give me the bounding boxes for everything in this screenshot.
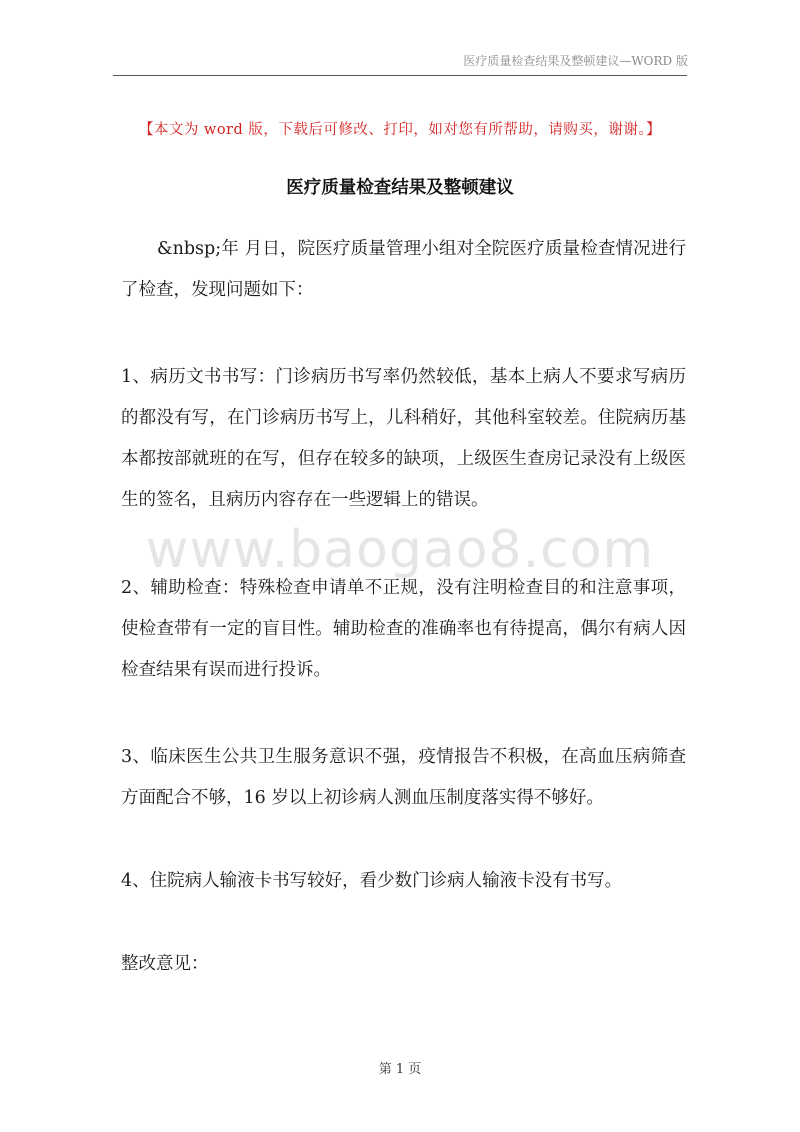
- header-rule: [113, 75, 687, 76]
- watermark: www.baogao8.com: [145, 520, 655, 580]
- document-title: 医疗质量检查结果及整顿建议: [286, 178, 514, 198]
- paragraph-public-health: 3、临床医生公共卫生服务意识不强，疫情报告不积极，在高血压病筛查方面配合不够，16 岁以上初诊病人测血压制度落实得不够好。: [121, 747, 686, 808]
- paragraph-auxiliary-exams: 2、辅助检查：特殊检查申请单不正规，没有注明检查目的和注意事项，使检查带有一定的盲目性。辅助检查的准确率也有待提高，偶尔有病人因检查结果有误而进行投诉。: [121, 578, 686, 680]
- intro-paragraph: &nbsp;年 月日，院医疗质量管理小组对全院医疗质量检查情况进行了检查，发现问题如下：: [121, 239, 686, 300]
- page-number: 第 1 页: [378, 1062, 422, 1077]
- purchase-notice: 【本文为 word 版，下载后可修改、打印，如对您有所帮助，请购买，谢谢。】: [138, 122, 662, 138]
- paragraph-medical-records: 1、病历文书书写：门诊病历书写率仍然较低，基本上病人不要求写病历的都没有写，在门诊病历书写上，儿科稍好，其他科室较差。住院病历基本都按部就班的在写，但存在较多的缺项，上级医生查房记录没有上级医生的签名，且病历内容存在一些逻辑上的错误。: [121, 367, 686, 510]
- paragraph-infusion-cards: 4、住院病人输液卡书写较好，看少数门诊病人输液卡没有书写。: [121, 871, 623, 891]
- running-header: 医疗质量检查结果及整顿建议—WORD 版: [463, 54, 688, 68]
- paragraph-rectification-heading: 整改意见：: [121, 954, 209, 974]
